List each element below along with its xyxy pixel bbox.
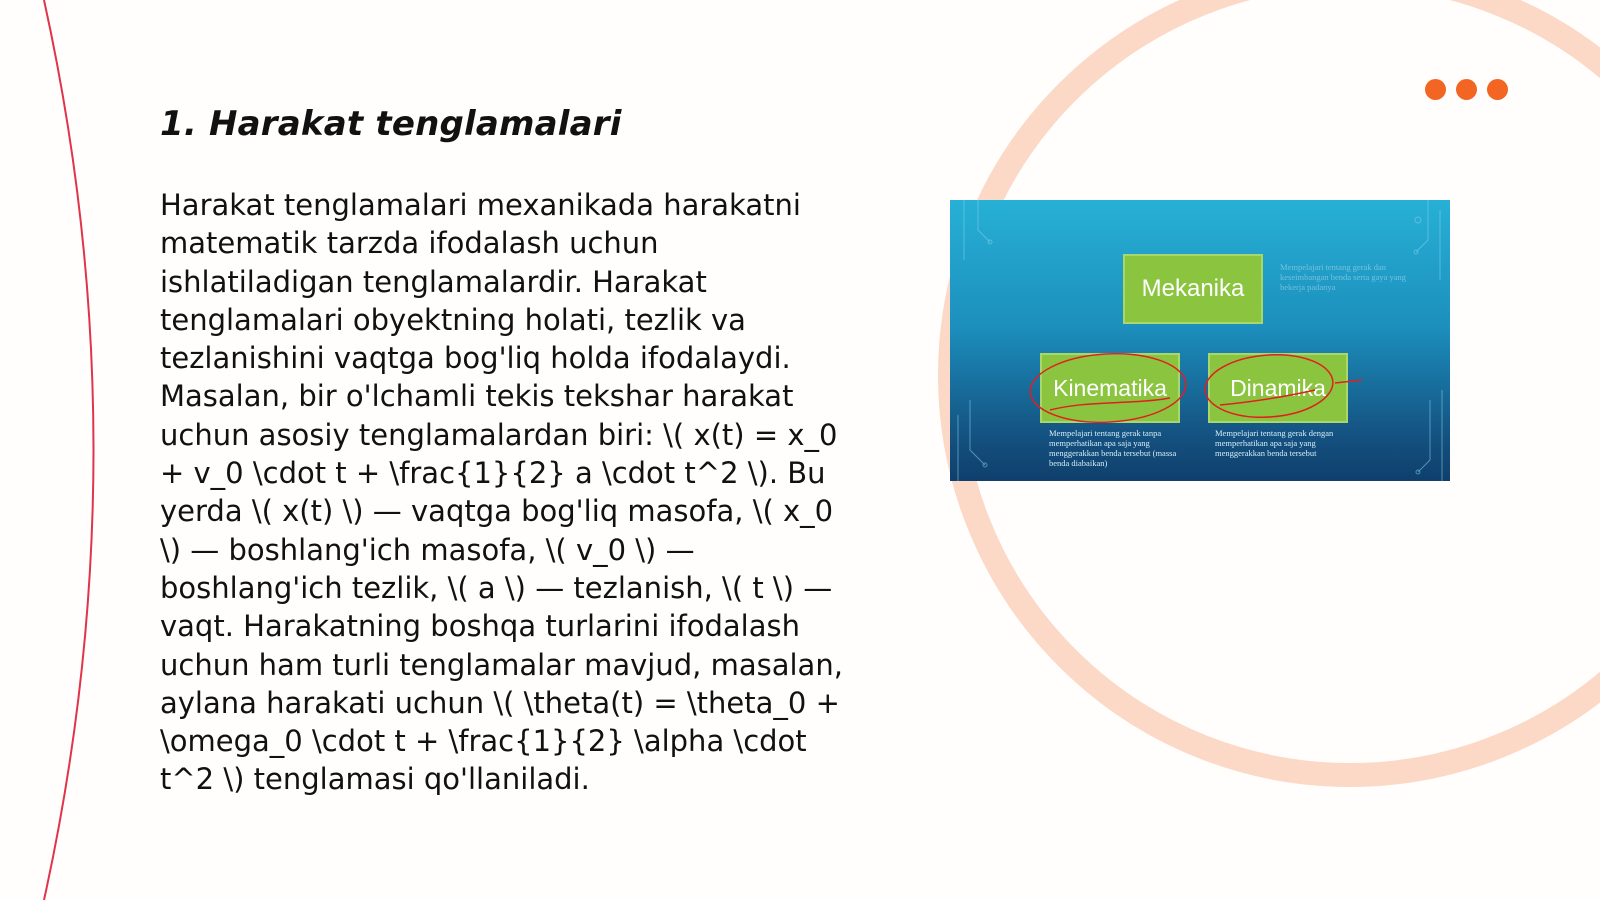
slide-title: 1. Harakat tenglamalari: [160, 104, 622, 144]
dinamika-box: Dinamika: [1208, 353, 1348, 423]
dot-1: [1425, 79, 1446, 100]
dot-2: [1456, 79, 1477, 100]
kinematika-box: Kinematika: [1040, 353, 1180, 423]
dinamika-ink-underline: [1220, 390, 1315, 405]
kinematika-description: Mempelajari tentang gerak tanpa memperhatikan apa saja yang menggerakkan benda tersebut (massa benda diabaikan): [1049, 428, 1177, 468]
dinamika-description: Mempelajari tentang gerak dengan memperhatikan apa saja yang menggerakkan benda tersebut: [1215, 428, 1334, 458]
mekanika-description: Mempelajari tentang gerak dan keseimbangan benda serta gaya yang bekerja padanya: [1280, 262, 1407, 292]
mechanics-diagram-image: [950, 200, 1450, 481]
slide-body-paragraph: Harakat tenglamalari mexanikada harakatni matematik tarzda ifodalash uchun ishlatiladigan tenglamalardir. Harakat tenglamalari obyektning holati, tezlik va tezlanishini vaqtga bog'liq holda ifodalaydi. Masalan, bir o'lchamli tekis tekshar harakat uchun asosiy tenglamalardan biri: \( x(t) = x_0 + v_0 \cdot t + \frac{1}{2} a \cdot t^2 \). Bu yerda \( x(t) \) — vaqtga bog'liq masofa, \( x_0 \) — boshlang'ich masofa, \( v_0 \) — boshlang'ich tezlik, \( a \) — tezlanish, \( t \) — vaqt. Harakatning boshqa turlarini ifodalash uchun ham turli tenglamalar mavjud, masalan, aylana harakati uchun \( \theta(t) = \theta_0 + \omega_0 \cdot t + \frac{1}{2} \alpha \cdot t^2 \) tenglamasi qo'llaniladi.: [160, 188, 843, 797]
kinematika-ink-circle: [1028, 350, 1187, 426]
kinematika-ink-underline: [1050, 398, 1170, 410]
more-options-dots-icon[interactable]: [1425, 79, 1508, 100]
left-curved-line: [44, 0, 94, 900]
dinamika-ink-circle: [1203, 351, 1335, 422]
dot-3: [1487, 79, 1508, 100]
red-ink-circles: [950, 200, 1450, 481]
ink-stroke-right: [1335, 380, 1362, 383]
mekanika-box: Mekanika: [1123, 254, 1263, 324]
